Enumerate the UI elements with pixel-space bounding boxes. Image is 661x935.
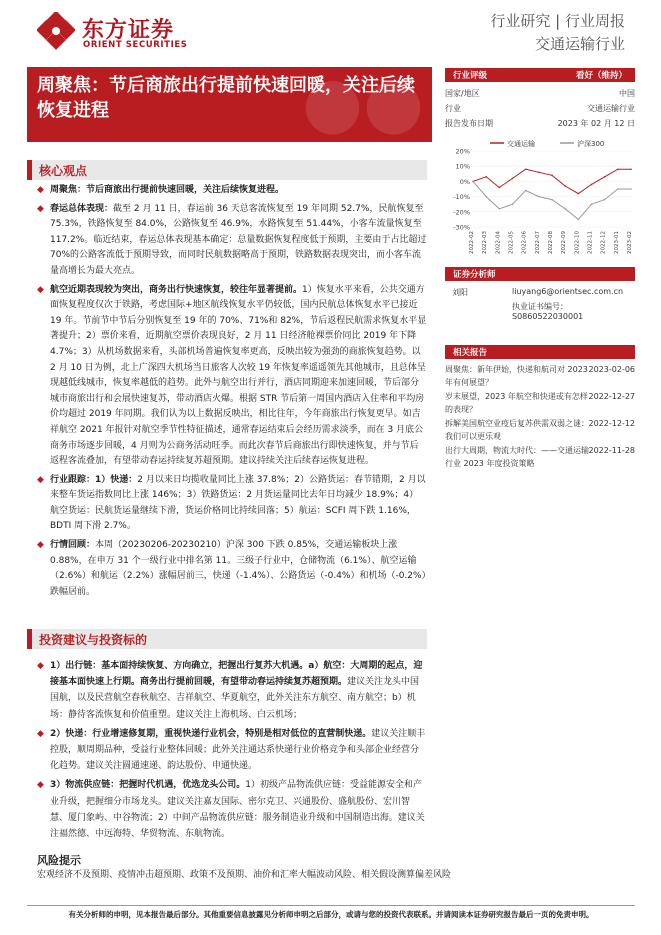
paragraph-text: 截至 2 月 11 日，春运前 36 天总客流恢复至 19 年同期 52.7%，民航恢复至 75.3%，铁路恢复至 84.0%，公路恢复至 46.9%，水路恢复至 51.44%，小客车流量恢复至 117.2%。临近结束，春运总体表现基本确定：总量数据恢复程度低于预期，主要由于占比超过 70%的公路客流低于预期导致，而同时民航数据略高于预期，铁路数据表现突出，而小客车流量高增长为最大亮点。 (50, 203, 427, 276)
section-title: 核心观点 (39, 164, 88, 178)
data-point (617, 188, 619, 190)
x-tick-label: 2023-01 (613, 231, 620, 254)
data-point (564, 185, 566, 187)
paragraph-lead: 2）快递：行业增速修复期，重视快递行业机会，特别是相对低位的直营制快递。 (50, 728, 372, 739)
paragraph (37, 202, 427, 280)
logo-text-en: ORIENT SECURITIES (83, 40, 188, 50)
x-tick-label: 2022-12 (600, 231, 607, 254)
x-tick-label: 2022-04 (495, 231, 502, 254)
x-tick-label: 2022-08 (548, 231, 554, 254)
paragraph-text: 建议关注顺丰控股，顺周期品种，受益行业整体回暖；此外关注通达系快递行业价格竞争和头部企业经营分化趋势。建议关注圆通速递、韵达股份、申通快递。 (50, 728, 426, 772)
report-title: 周聚焦：节后商旅出行提前快速回暖，关注后续恢复进程 (37, 75, 415, 121)
data-point (551, 199, 553, 201)
rating-value: 看好（维持） (575, 71, 627, 81)
paragraph (37, 658, 427, 723)
data-point (578, 219, 580, 221)
orient-logo-icon (37, 12, 75, 50)
disclaimer-footer: 有关分析师的申明，见本报告最后部分。其他重要信息披露见分析师申明之后部分，或请与您的投资代表联系。并请阅读本证券研究报告最后一页的免责申明。 (68, 910, 594, 919)
paragraph-lead: 1）出行链：基本面持续恢复、方向确立，把握出行复苏大机遇。a）航空：大周期的起点，迎接基本面快速上行期。商务出行提前回暖，有望带动春运持续复苏超预期。 (50, 661, 423, 688)
paragraph-lead: 春运总体表现： (50, 203, 114, 214)
y-tick-label: -10% (453, 193, 470, 202)
data-point (512, 203, 514, 205)
related-report[interactable]: 周聚焦：新年伊始，快递和航司对 2023 年有何展望？ 2023-02-06 (445, 365, 635, 387)
paragraph-lead: 行业跟踪：1）快递： (50, 474, 138, 485)
bullet-icon: ◆ (37, 185, 44, 195)
data-point (538, 196, 540, 198)
paragraph (37, 473, 427, 535)
info-row: 行业 交通运输行业 (445, 104, 635, 113)
bullet-icon: ◆ (37, 474, 44, 485)
x-tick-label: 2022-05 (508, 231, 515, 254)
logo-text: 东方证券 (82, 18, 175, 43)
legend-label: 沪深300 (577, 140, 605, 148)
data-point (591, 203, 593, 205)
info-row: 国家/地区 中国 (445, 89, 635, 98)
data-point (604, 199, 606, 201)
paragraph-lead: 航空近期表现较为突出，商务出行快速恢复，较往年显著提前。 (50, 284, 303, 295)
paragraph (37, 183, 427, 199)
x-tick-label: 2022-10 (574, 231, 581, 254)
related-bar: 相关报告 (445, 345, 635, 359)
paragraph (37, 283, 427, 470)
x-tick-label: 2022-07 (534, 231, 541, 254)
data-point (630, 168, 632, 170)
related-report[interactable]: 拆解美国航空业疫后复苏供需双弱之谜：我们可以更乐观 2022-12-12 (445, 419, 635, 441)
investment-content (37, 658, 427, 845)
info-row: 报告发布日期 2023 年 02 月 12 日 (445, 119, 635, 128)
related-report[interactable]: 岁末展望，2023 年航空和快递或有怎样的表现？ 2022-12-27 (445, 392, 635, 414)
data-point (512, 178, 514, 180)
banner-decoration: ●● (301, 67, 424, 142)
performance-chart (445, 137, 635, 259)
y-tick-label: 20% (455, 147, 470, 156)
paragraph-text: 1）初级产品物流供应链：受益能源安全和产业升级，把握细分市场龙头。建议关注嘉友国际、密尔克卫、兴通股份、盛航股份、宏川智慧、厦门象屿、中谷物流；2）中间产品物流供应链：服务制造业升级和中国制造出海。建议关注福然德、中远海特、华贸物流、东航物流。 (50, 780, 425, 840)
bullet-icon: ◆ (37, 780, 44, 791)
data-point (551, 175, 553, 177)
y-tick-label: 0% (459, 177, 470, 186)
data-point (499, 187, 501, 189)
x-tick-label: 2023-02 (627, 231, 633, 254)
y-tick-label: 10% (455, 162, 470, 171)
paragraph-text: 1）恢复水平来看，公共交通方面恢复程度仅次于铁路，考虑国际+地区航线恢复水平仍较低，国内民航总体恢复水平已接近 19 年。节前节中节后分别恢复至 19 年的 70%、71%和 82%，节后返程民航需求恢复水平显著提升；2）票价来看，近期航空票价表现良好，2 月 11 日经济舱裸票价同比 2019 年下降 4.7%；3）从机场数据来看，头部机场普遍恢复率更高，反映出较为强劲的商旅恢复趋势。以 2 月 10 日为例，北上广深四大机场当日旅客人次较 19 年恢复率遥遥领先其他城市，且总体呈现越低线城市，恢复率越低的趋势。此外与航空出行并行，酒店同期迎来加速回暖，节后部分城市商旅出行和会展快速复苏，带动酒店火爆。根据 STR 节后第一周国内酒店入住率和平均房价均超过 2019 年同期。我们认为以上数据反映出，相比往年，今年商旅出行恢复更早。如吉祥航空 2021 年报针对航空季节性特征描述，通常春运结束后会经历需求淡季，而在 3 月底公商务市场逐步回暖，4 月则为公商务活动旺季。而此次春节后商旅出行即快速恢复，并与节后返程客流叠加，有望带动春运持续复苏超预期。建议持续关注后续春运恢复进程。 (50, 284, 427, 467)
analyst-cert: 执业证书编号：S0860522030001 (512, 302, 584, 321)
data-point (485, 196, 487, 198)
risk-text: 宏观经济不及预期、疫情冲击超预期、政策不及预期、油价和汇率大幅波动风险、相关假设测算偏差风险 (37, 870, 452, 880)
core-views-content (37, 183, 427, 603)
page-header (0, 0, 661, 62)
analyst-email[interactable]: liuyang6@orientsec.com.cn (512, 287, 624, 296)
data-point (617, 168, 619, 170)
bullet-icon: ◆ (37, 284, 44, 295)
bullet-icon: ◆ (37, 203, 44, 214)
analyst-block (452, 287, 632, 321)
chart-svg (445, 137, 635, 259)
related-report[interactable]: 出行大周期，物流大时代：——交通运输行业 2023 年度投资策略 2022-11-28 (445, 446, 635, 468)
industry-name: 交通运输行业 (534, 35, 625, 53)
paragraph-text: 2 月以来日均揽收量同比上涨 37.8%；2）公路货运：春节错期，2 月以来整车货运指数同比上涨 146%；3）铁路货运：2 月货运量同比去年日均减少 18.9%；4）航空货运：民航货运量继续下滑，货运价格同比持续回落；5）航运：SCFI 周下跌 1.16%，BDTI 周下滑 2.7%。 (50, 474, 426, 532)
paragraph (37, 726, 427, 775)
data-point (604, 176, 606, 178)
analyst-name: 刘阳 (452, 288, 468, 297)
paragraph-lead: 3）物流供应链：把握时代机遇，优选龙头公司。 (50, 780, 246, 791)
y-tick-label: -20% (453, 208, 470, 217)
title-banner (27, 67, 432, 142)
data-point (472, 181, 474, 183)
paragraph-text: 本周（20230206-20230210）沪深 300 下跌 0.85%，交通运输板块上涨 0.88%，在申万 31 个一级行业中排名第 11。三级子行业中，仓储物流（6.1%）、航空运输（2.6%）和航运（2.2%）涨幅居前三，快递（-1.4%）、公路货运（-0.4%）和机场（-0.2%）跌幅居前。 (50, 540, 427, 597)
data-point (630, 188, 632, 190)
x-tick-label: 2022-03 (482, 231, 489, 254)
paragraph (37, 777, 427, 842)
data-point (591, 184, 593, 186)
legend-label: 交通运输 (507, 140, 535, 148)
y-tick-label: -30% (453, 223, 470, 232)
data-point (485, 176, 487, 178)
report-type: 行业研究 | 行业周报 (490, 12, 625, 30)
rating-label: 行业评级 (453, 71, 488, 81)
x-tick-label: 2022-02 (469, 231, 475, 254)
data-point (499, 208, 501, 210)
bullet-icon: ◆ (37, 728, 44, 739)
analyst-bar: 证券分析师 (445, 267, 635, 281)
paragraph (37, 538, 427, 600)
x-tick-label: 2022-09 (561, 231, 568, 254)
data-point (525, 168, 527, 170)
data-point (525, 190, 527, 192)
x-tick-label: 2022-11 (587, 231, 594, 254)
core-views-bar (27, 160, 427, 180)
paragraph-text: 建议关注龙头中国国航，以及民营航空春秋航空、吉祥航空、华夏航空，此外关注东方航空、南方航空；b）机场：静待客流恢复和价值重塑。建议关注上海机场、白云机场； (50, 677, 420, 720)
paragraph-lead: 周聚焦：节后商旅出行提前快速回暖，关注后续恢复进程。 (50, 185, 285, 195)
footer-divider (27, 905, 635, 906)
data-point (578, 193, 580, 195)
investment-bar (27, 629, 427, 649)
x-tick-label: 2022-06 (521, 231, 528, 254)
bullet-icon: ◆ (37, 661, 44, 671)
data-point (564, 208, 566, 210)
rating-bar (445, 68, 635, 82)
data-point (538, 171, 540, 173)
risk-title: 风险提示 (37, 854, 81, 867)
paragraph-lead: 行情回顾： (50, 540, 96, 551)
bullet-icon: ◆ (37, 540, 44, 551)
section-title: 投资建议与投资标的 (39, 633, 148, 647)
